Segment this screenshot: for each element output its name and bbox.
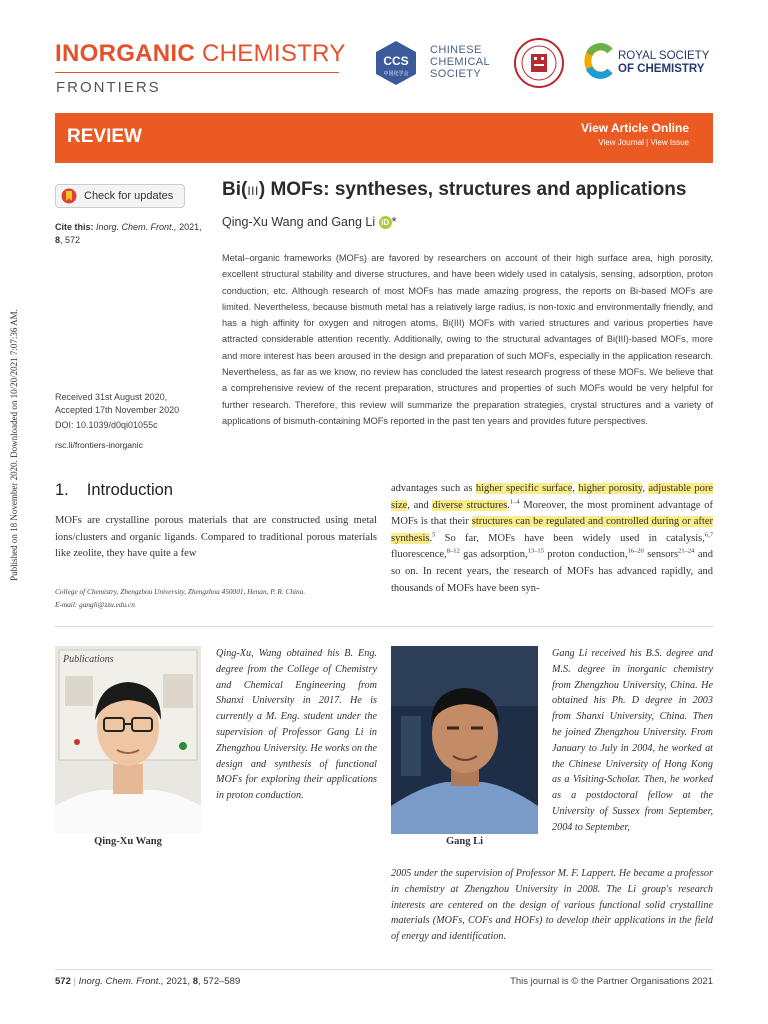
footer-copyright: This journal is © the Partner Organisations 2021 bbox=[510, 976, 713, 987]
rsc-logo-icon bbox=[583, 42, 615, 80]
journal-title-light: CHEMISTRY bbox=[202, 40, 346, 67]
check-updates-label: Check for updates bbox=[84, 190, 174, 202]
accepted-date: Accepted 17th November 2020 bbox=[55, 405, 180, 415]
highlight: higher specific surface bbox=[475, 483, 573, 494]
title-oxidation-state: III bbox=[247, 184, 259, 198]
article-type-label: REVIEW bbox=[67, 126, 142, 147]
reference[interactable]: 5 bbox=[432, 531, 436, 539]
orcid-icon[interactable]: iD bbox=[379, 216, 392, 229]
section-title: Introduction bbox=[86, 481, 173, 499]
footer-volume: 8 bbox=[192, 976, 198, 987]
title-part: Bi( bbox=[222, 179, 248, 200]
doi[interactable]: DOI: 10.1039/d0qi01055c bbox=[55, 420, 158, 430]
article-title bbox=[222, 179, 686, 201]
photo-caption: Qing-Xu Wang bbox=[94, 836, 162, 847]
corresponding-mark: * bbox=[391, 215, 397, 229]
intro-right-column bbox=[391, 481, 713, 597]
journal-link[interactable]: rsc.li/frontiers-inorganic bbox=[55, 440, 143, 450]
view-journal-issue-links[interactable]: View Journal | View Issue bbox=[598, 138, 689, 147]
ccs-logo-icon bbox=[373, 40, 419, 86]
text-run: sensors bbox=[647, 549, 679, 561]
footer-citation bbox=[55, 976, 240, 987]
check-updates-icon bbox=[61, 188, 77, 204]
text-run: , bbox=[642, 483, 645, 494]
check-updates-button[interactable] bbox=[55, 184, 185, 208]
intro-left-column: MOFs are crystalline porous materials that are constructed using metal ions/clusters and organic ligands. Compared to traditional porous materials like zeolite, they have quite a few bbox=[55, 515, 377, 560]
text-run: gas adsorption, bbox=[463, 549, 528, 561]
rsc-name-line: ROYAL SOCIETY bbox=[618, 50, 710, 62]
text-run: , bbox=[572, 483, 576, 494]
title-part: ) MOFs: syntheses, structures and applications bbox=[258, 179, 687, 200]
ccs-name bbox=[430, 44, 490, 80]
reference[interactable]: 8–12 bbox=[446, 547, 460, 555]
highlight: diverse structures bbox=[432, 499, 508, 511]
ccs-logo-text: CCS bbox=[383, 54, 409, 68]
rsc-name-line: OF CHEMISTRY bbox=[618, 63, 705, 75]
footer-separator: | bbox=[73, 976, 76, 987]
author-photo-gang-li bbox=[391, 646, 538, 834]
bio-text-continued: 2005 under the supervision of Professor M. F. Lappert. He became a professor in chemistry at Zhengzhou University in 2008. The Li group's research interests are centered on the design of various functional solid crystalline materials (MOFs, COFs and HOFs) to develop their applications in the field of energy and identification. bbox=[391, 868, 713, 943]
footer-journal: Inorg. Chem. Front., bbox=[78, 976, 164, 987]
ccs-logo-cn: 中国化学会 bbox=[383, 71, 409, 77]
text-run: Moreover, the most prominent advantage of MOFs is that their bbox=[391, 499, 713, 528]
reference[interactable]: 6,7 bbox=[704, 531, 714, 539]
text-run: proton conduction, bbox=[547, 549, 628, 561]
rsc-name bbox=[618, 50, 709, 76]
cite-volume: 8 bbox=[55, 235, 61, 245]
text-run: . bbox=[429, 532, 433, 544]
text-run: and so on. In recent years, the research of MOFs has advanced rapidly, and thousands of MOFs have been syn- bbox=[391, 549, 713, 594]
authors: Qing-Xu Wang and Gang Li bbox=[222, 215, 376, 229]
reference[interactable]: 13–15 bbox=[527, 547, 544, 555]
page-number: 572 bbox=[55, 976, 71, 987]
reference[interactable]: 21–24 bbox=[678, 547, 695, 555]
received-date: Received 31st August 2020, bbox=[55, 392, 168, 402]
cite-page: , 572 bbox=[60, 235, 81, 245]
journal-title-bold: INORGANIC bbox=[55, 40, 196, 67]
ccs-name-line: CHINESE bbox=[430, 44, 482, 56]
ccs-name-line: SOCIETY bbox=[430, 68, 482, 80]
university-seal-icon bbox=[514, 38, 564, 88]
footer-year: 2021, bbox=[166, 976, 191, 987]
text-run: fluorescence, bbox=[391, 549, 447, 561]
highlight: adjustable pore size bbox=[391, 483, 713, 511]
ccs-name-line: CHEMICAL bbox=[430, 56, 491, 68]
affiliation bbox=[55, 585, 377, 611]
cite-year: 2021, bbox=[179, 222, 202, 232]
author-photo-qing-xu-wang bbox=[55, 646, 201, 834]
text-run: So far, MOFs have been widely used in catalysis, bbox=[444, 532, 705, 544]
cite-label: Cite this: bbox=[55, 222, 94, 232]
bio-text: Gang Li received his B.S. degree and M.S. degree in inorganic chemistry from Zhengzhou University, China. He obtained his Ph. D degree in 2003 from Shanxi University, China. Then he joined Zhengzhou University. From January to July in 2004, he worked at the Chinese University of Hong Kong as a Visiting-Scholar. Then, he worked as a postdoctoral fellow at the University of Sussex from September, 2004 to September, bbox=[552, 648, 713, 833]
download-notice-text: Published on 18 November 2020. Downloaded on 10/20/2021 7:07:36 AM. bbox=[9, 309, 19, 581]
photo-caption: Gang Li bbox=[445, 836, 484, 847]
view-article-online-link[interactable]: View Article Online bbox=[580, 121, 689, 135]
text-run: , and bbox=[407, 499, 429, 511]
affiliation-address: College of Chemistry, Zhengzhou University, Zhengzhou 450001, Henan, P. R. China. bbox=[55, 587, 306, 596]
download-notice bbox=[4, 290, 20, 610]
reference[interactable]: 1–4 bbox=[509, 498, 520, 506]
dates bbox=[55, 391, 215, 417]
text-run: advantages such as bbox=[391, 483, 473, 494]
section-heading bbox=[55, 481, 173, 500]
abstract: Metal–organic frameworks (MOFs) are favored by researchers on account of their high surface area, high porosity, excellent structural stability and diverse structures, and have been widely used in catalysis, sensing, adsorption, proton conduction, etc. Although research of most MOFs has made amazing progress, the reports on Bi-based MOFs are limited. Nevertheless, because bismuth metal has a relatively large radius, is non-toxic and environmentally friendly, and has a high affinity for oxygen and nitrogen atoms, Bi(III) MOFs with varied structures and various properties have attracted considerable attention recently. Additionally, owing to the structural advantages of Bi(III)-based MOFs, more and more interest has been aroused in the design and preparation of such MOFs, especially in the application research. Nevertheless, as far as we know, no review has concluded the latest research progress of these MOFs. We believe that a comprehensive review of the recent preparation, structures and properties of such MOFs would be very helpful for further research. Therefore, this review will summarize the preparation strategies, crystal structures and a variety of applications of bismuth-containing MOFs reported in the past ten years and provides future perspectives. bbox=[222, 253, 713, 426]
affiliation-email: E-mail: gangli@zzu.edu.cn bbox=[55, 600, 135, 609]
text-run: . bbox=[507, 499, 510, 511]
highlight: higher porosity bbox=[578, 483, 643, 494]
journal-title-rule bbox=[55, 72, 339, 73]
poster-heading: Publications bbox=[63, 654, 114, 665]
bio-divider bbox=[55, 626, 713, 627]
reference[interactable]: 16–20 bbox=[627, 547, 644, 555]
footer-rule bbox=[55, 969, 713, 970]
article-type-banner bbox=[55, 113, 713, 163]
section-number: 1. bbox=[55, 481, 69, 499]
author-line bbox=[222, 215, 396, 229]
journal-subtitle: FRONTIERS bbox=[56, 79, 161, 96]
cite-journal: Inorg. Chem. Front., bbox=[96, 222, 177, 232]
footer-pages: , 572–589 bbox=[197, 976, 241, 987]
citation bbox=[55, 221, 215, 247]
journal-title bbox=[55, 40, 346, 68]
highlight: structures can be regulated and controlled during or after synthesis bbox=[391, 516, 713, 544]
bio-text: Qing-Xu, Wang obtained his B. Eng. degree from the College of Chemistry and Chemical Engineering from Shanxi University in 2017. He is currently a M. Eng. student under the supervision of Professor Gang Li in Zhengzhou University. He works on the design and synthesis of functional MOFs for exploring their applications in proton conduction. bbox=[216, 648, 377, 802]
